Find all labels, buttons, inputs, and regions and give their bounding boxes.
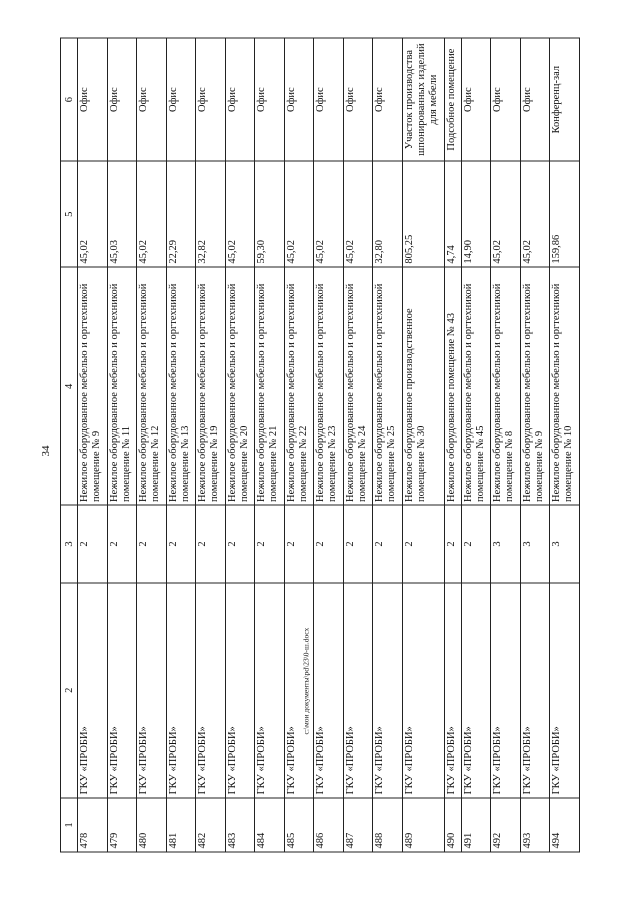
cell-number: 493: [520, 798, 550, 852]
cell-description: Нежилое оборудованное мебелью и оргтехникой помещение № 11: [107, 267, 137, 505]
cell-organization: ГКУ «ПРОБИ»: [284, 583, 314, 798]
cell-floor: 2: [196, 505, 226, 582]
cell-organization: ГКУ «ПРОБИ»: [373, 583, 403, 798]
cell-area: 45,02: [343, 161, 373, 267]
cell-usage: Офис: [491, 38, 521, 161]
cell-description: Нежилое оборудованное помещение № 43: [445, 267, 461, 505]
cell-area: 805,25: [402, 161, 445, 267]
cell-floor: 3: [550, 505, 580, 582]
cell-floor: 2: [107, 505, 137, 582]
cell-organization: ГКУ «ПРОБИ»: [137, 583, 167, 798]
cell-number: 478: [78, 798, 108, 852]
cell-number: 488: [373, 798, 403, 852]
cell-floor: 2: [78, 505, 108, 582]
cell-organization: ГКУ «ПРОБИ»: [255, 583, 285, 798]
cell-floor: 2: [255, 505, 285, 582]
table-row: [402, 38, 445, 852]
cell-floor: 2: [343, 505, 373, 582]
cell-number: 485: [284, 798, 314, 852]
cell-usage: Офис: [166, 38, 196, 161]
cell-organization: ГКУ «ПРОБИ»: [166, 583, 196, 798]
cell-usage: Офис: [107, 38, 137, 161]
cell-floor: 2: [445, 505, 461, 582]
cell-number: 481: [166, 798, 196, 852]
cell-usage: Офис: [343, 38, 373, 161]
cell-description: Нежилое оборудованное мебелью и оргтехникой помещение № 20: [225, 267, 255, 505]
table-row: [196, 38, 226, 852]
cell-area: 22,29: [166, 161, 196, 267]
cell-description: Нежилое оборудованное мебелью и оргтехникой помещение № 21: [255, 267, 285, 505]
cell-number: 491: [461, 798, 491, 852]
cell-number: 486: [314, 798, 344, 852]
cell-usage: Офис: [520, 38, 550, 161]
header-row: [61, 38, 78, 852]
table-row: [225, 38, 255, 852]
cell-area: 45,02: [491, 161, 521, 267]
cell-number: 482: [196, 798, 226, 852]
header-col-3: 3: [61, 505, 78, 582]
cell-description: Нежилое оборудованное мебелью и оргтехникой помещение № 23: [314, 267, 344, 505]
cell-number: 489: [402, 798, 445, 852]
cell-organization: ГКУ «ПРОБИ»: [225, 583, 255, 798]
cell-usage: Офис: [314, 38, 344, 161]
cell-usage: Офис: [373, 38, 403, 161]
table-row: [166, 38, 196, 852]
cell-area: 45,02: [137, 161, 167, 267]
cell-usage: Офис: [284, 38, 314, 161]
cell-number: 480: [137, 798, 167, 852]
cell-organization: ГКУ «ПРОБИ»: [196, 583, 226, 798]
property-table: [60, 38, 580, 853]
page-number: 34: [40, 445, 52, 457]
cell-area: 45,03: [107, 161, 137, 267]
cell-description: Нежилое оборудованное мебелью и оргтехникой помещение № 9: [520, 267, 550, 505]
cell-usage: Конференц-зал: [550, 38, 580, 161]
cell-floor: 2: [225, 505, 255, 582]
table-row: [445, 38, 461, 852]
cell-description: Нежилое оборудованное мебелью и оргтехникой помещение № 8: [491, 267, 521, 505]
header-col-6: 6: [61, 38, 78, 161]
cell-floor: 3: [491, 505, 521, 582]
cell-organization: ГКУ «ПРОБИ»: [107, 583, 137, 798]
table-row: [343, 38, 373, 852]
cell-description: Нежилое оборудованное мебелью и оргтехникой помещение № 25: [373, 267, 403, 505]
cell-organization: ГКУ «ПРОБИ»: [78, 583, 108, 798]
rotated-table-wrapper: [60, 38, 580, 853]
cell-description: Нежилое оборудованное мебелью и оргтехникой помещение № 45: [461, 267, 491, 505]
cell-area: 45,02: [520, 161, 550, 267]
cell-number: 484: [255, 798, 285, 852]
cell-number: 490: [445, 798, 461, 852]
cell-floor: 2: [166, 505, 196, 582]
file-path-footer: c:\мои документы\pd\23\0-ш.docx: [301, 627, 311, 735]
cell-area: 159,86: [550, 161, 580, 267]
cell-floor: 2: [284, 505, 314, 582]
cell-description: Нежилое оборудованное мебелью и оргтехникой помещение № 12: [137, 267, 167, 505]
table-row: [137, 38, 167, 852]
cell-organization: ГКУ «ПРОБИ»: [491, 583, 521, 798]
cell-floor: 2: [373, 505, 403, 582]
header-col-5: 5: [61, 161, 78, 267]
table-body: [78, 38, 580, 852]
table-row: [550, 38, 580, 852]
cell-usage: Офис: [225, 38, 255, 161]
table-row: [461, 38, 491, 852]
table-row: [373, 38, 403, 852]
cell-floor: 2: [314, 505, 344, 582]
cell-organization: ГКУ «ПРОБИ»: [520, 583, 550, 798]
table-row: [314, 38, 344, 852]
cell-organization: ГКУ «ПРОБИ»: [402, 583, 445, 798]
cell-organization: ГКУ «ПРОБИ»: [445, 583, 461, 798]
cell-description: Нежилое оборудованное мебелью и оргтехникой помещение № 9: [78, 267, 108, 505]
cell-area: 45,02: [225, 161, 255, 267]
header-col-2: 2: [61, 583, 78, 798]
cell-floor: 2: [402, 505, 445, 582]
cell-usage: Офис: [78, 38, 108, 161]
cell-organization: ГКУ «ПРОБИ»: [461, 583, 491, 798]
cell-area: 45,02: [284, 161, 314, 267]
cell-number: 492: [491, 798, 521, 852]
cell-usage: Офис: [255, 38, 285, 161]
cell-usage: Офис: [196, 38, 226, 161]
cell-usage: Подсобное помещение: [445, 38, 461, 161]
cell-description: Нежилое оборудованное мебелью и оргтехникой помещение № 19: [196, 267, 226, 505]
cell-area: 45,02: [314, 161, 344, 267]
cell-area: 32,82: [196, 161, 226, 267]
cell-description: Нежилое оборудованное мебелью и оргтехникой помещение № 22: [284, 267, 314, 505]
header-col-4: 4: [61, 267, 78, 505]
header-col-1: 1: [61, 798, 78, 852]
cell-number: 483: [225, 798, 255, 852]
cell-number: 487: [343, 798, 373, 852]
cell-description: Нежилое оборудованное мебелью и оргтехникой помещение № 13: [166, 267, 196, 505]
cell-number: 494: [550, 798, 580, 852]
cell-usage: Офис: [137, 38, 167, 161]
cell-area: 59,30: [255, 161, 285, 267]
table-row: [255, 38, 285, 852]
cell-usage: Офис: [461, 38, 491, 161]
cell-usage: Участок производства шпонированных изделий для мебели: [402, 38, 445, 161]
cell-floor: 2: [461, 505, 491, 582]
table-row: [78, 38, 108, 852]
cell-area: 45,02: [78, 161, 108, 267]
cell-description: Нежилое оборудованное мебелью и оргтехникой помещение № 10: [550, 267, 580, 505]
table-row: [491, 38, 521, 852]
cell-number: 479: [107, 798, 137, 852]
cell-area: 4,74: [445, 161, 461, 267]
cell-floor: 2: [137, 505, 167, 582]
cell-organization: ГКУ «ПРОБИ»: [343, 583, 373, 798]
cell-floor: 3: [520, 505, 550, 582]
table-row: [520, 38, 550, 852]
cell-area: 14,90: [461, 161, 491, 267]
cell-description: Нежилое оборудованное производственное помещение № 30: [402, 267, 445, 505]
cell-organization: ГКУ «ПРОБИ»: [314, 583, 344, 798]
cell-organization: ГКУ «ПРОБИ»: [550, 583, 580, 798]
cell-description: Нежилое оборудованное мебелью и оргтехникой помещение № 24: [343, 267, 373, 505]
cell-area: 32,80: [373, 161, 403, 267]
table-row: [107, 38, 137, 852]
